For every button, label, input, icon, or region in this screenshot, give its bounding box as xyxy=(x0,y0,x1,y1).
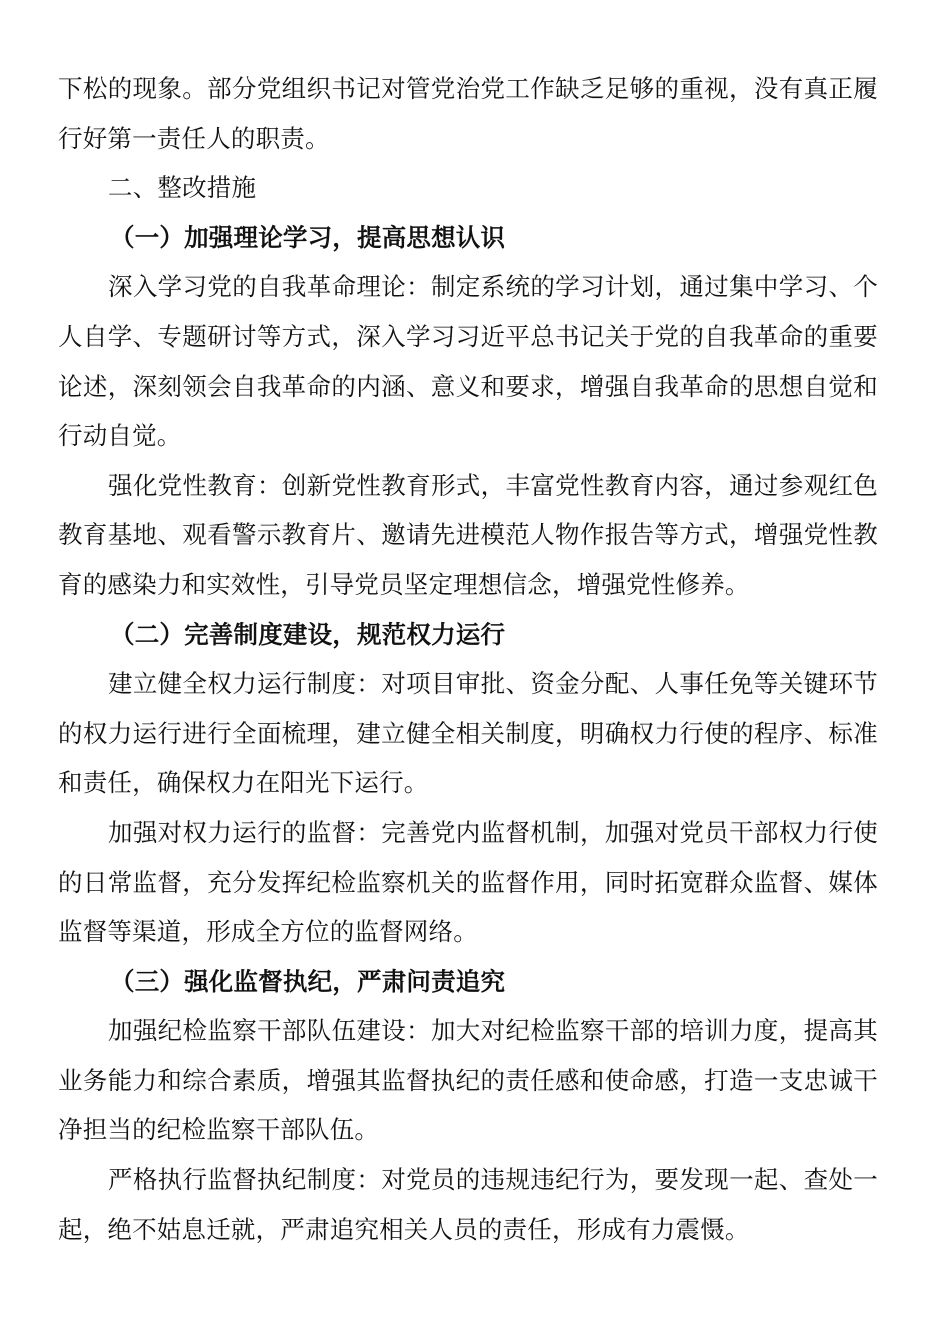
paragraph-theory-study: 深入学习党的自我革命理论：制定系统的学习计划，通过集中学习、个人自学、专题研讨等方式，深入学习习近平总书记关于党的自我革命的重要论述，深刻领会自我革命的内涵、意义和要求，增强自我革命的思想自觉和行动自觉。 xyxy=(58,272,878,451)
subsection-heading-1: （一）加强理论学习，提高思想认识 xyxy=(110,222,506,252)
paragraph-continuation: 下松的现象。部分党组织书记对管党治党工作缺乏足够的重视，没有真正履行好第一责任人的职责。 xyxy=(58,74,878,153)
subsection-heading-3: （三）强化监督执纪，严肃问责追究 xyxy=(110,966,506,996)
paragraph-discipline-enforcement: 严格执行监督执纪制度：对党员的违规违纪行为，要发现一起、查处一起，绝不姑息迁就，严肃追究相关人员的责任，形成有力震慑。 xyxy=(58,1165,878,1244)
paragraph-inspection-team: 加强纪检监察干部队伍建设：加大对纪检监察干部的培训力度，提高其业务能力和综合素质，增强其监督执纪的责任感和使命感，打造一支忠诚干净担当的纪检监察干部队伍。 xyxy=(58,1016,878,1145)
section-heading-rectification: 二、整改措施 xyxy=(108,173,257,203)
subsection-heading-2: （二）完善制度建设，规范权力运行 xyxy=(110,619,506,649)
document-page xyxy=(58,64,878,1254)
paragraph-power-system: 建立健全权力运行制度：对项目审批、资金分配、人事任免等关键环节的权力运行进行全面梳理，建立健全相关制度，明确权力行使的程序、标准和责任，确保权力在阳光下运行。 xyxy=(58,669,878,798)
paragraph-power-supervision: 加强对权力运行的监督：完善党内监督机制，加强对党员干部权力行使的日常监督，充分发挥纪检监察机关的监督作用，同时拓宽群众监督、媒体监督等渠道，形成全方位的监督网络。 xyxy=(58,817,878,947)
paragraph-party-education: 强化党性教育：创新党性教育形式，丰富党性教育内容，通过参观红色教育基地、观看警示教育片、邀请先进模范人物作报告等方式，增强党性教育的感染力和实效性，引导党员坚定理想信念，增强党性修养。 xyxy=(58,470,878,599)
